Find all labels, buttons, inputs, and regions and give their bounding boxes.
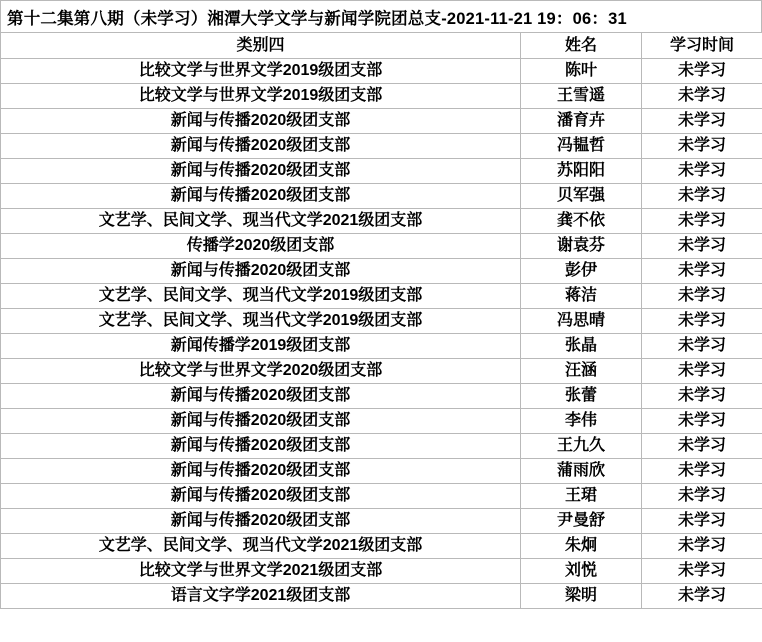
cell-study-time: 未学习 xyxy=(642,159,762,184)
cell-category: 新闻与传播2020级团支部 xyxy=(1,434,521,459)
cell-category: 新闻与传播2020级团支部 xyxy=(1,509,521,534)
cell-category: 比较文学与世界文学2019级团支部 xyxy=(1,84,521,109)
cell-category: 新闻与传播2020级团支部 xyxy=(1,184,521,209)
cell-study-time: 未学习 xyxy=(642,484,762,509)
cell-category: 新闻传播学2019级团支部 xyxy=(1,334,521,359)
cell-name: 潘育卉 xyxy=(521,109,642,134)
cell-study-time: 未学习 xyxy=(642,259,762,284)
table-row xyxy=(1,384,762,409)
cell-name: 龚不依 xyxy=(521,209,642,234)
cell-study-time: 未学习 xyxy=(642,534,762,559)
cell-study-time: 未学习 xyxy=(642,234,762,259)
cell-study-time: 未学习 xyxy=(642,559,762,584)
cell-name: 彭伊 xyxy=(521,259,642,284)
cell-name: 陈叶 xyxy=(521,59,642,84)
cell-name: 李伟 xyxy=(521,409,642,434)
cell-category: 比较文学与世界文学2021级团支部 xyxy=(1,559,521,584)
study-status-table xyxy=(0,32,762,609)
table-row xyxy=(1,159,762,184)
table-row xyxy=(1,434,762,459)
document-title-bar xyxy=(0,0,762,32)
table-header xyxy=(1,33,762,59)
cell-category: 新闻与传播2020级团支部 xyxy=(1,384,521,409)
table-row xyxy=(1,209,762,234)
cell-name: 张晶 xyxy=(521,334,642,359)
table-row xyxy=(1,234,762,259)
cell-category: 新闻与传播2020级团支部 xyxy=(1,409,521,434)
table-row xyxy=(1,484,762,509)
cell-name: 王珺 xyxy=(521,484,642,509)
table-row xyxy=(1,59,762,84)
cell-study-time: 未学习 xyxy=(642,134,762,159)
cell-study-time: 未学习 xyxy=(642,209,762,234)
table-row xyxy=(1,184,762,209)
table-row xyxy=(1,84,762,109)
cell-name: 冯韫哲 xyxy=(521,134,642,159)
cell-category: 文艺学、民间文学、现当代文学2021级团支部 xyxy=(1,534,521,559)
cell-study-time: 未学习 xyxy=(642,109,762,134)
cell-name: 朱炯 xyxy=(521,534,642,559)
cell-name: 梁明 xyxy=(521,584,642,609)
cell-study-time: 未学习 xyxy=(642,409,762,434)
table-row xyxy=(1,259,762,284)
table-row xyxy=(1,359,762,384)
cell-name: 张蕾 xyxy=(521,384,642,409)
table-row xyxy=(1,534,762,559)
cell-name: 苏阳阳 xyxy=(521,159,642,184)
cell-name: 王九久 xyxy=(521,434,642,459)
cell-category: 新闻与传播2020级团支部 xyxy=(1,109,521,134)
table-row xyxy=(1,584,762,609)
cell-name: 蒲雨欣 xyxy=(521,459,642,484)
cell-study-time: 未学习 xyxy=(642,434,762,459)
table-row xyxy=(1,459,762,484)
cell-name: 贝军强 xyxy=(521,184,642,209)
table-row xyxy=(1,284,762,309)
column-header-name: 姓名 xyxy=(521,33,642,59)
page-title: 第十二集第八期（未学习）湘潭大学文学与新闻学院团总支-2021-11-21 19：06：31 xyxy=(7,9,627,28)
column-header-study-time: 学习时间 xyxy=(642,33,762,59)
cell-name: 谢袁芬 xyxy=(521,234,642,259)
cell-study-time: 未学习 xyxy=(642,184,762,209)
cell-category: 新闻与传播2020级团支部 xyxy=(1,484,521,509)
cell-category: 新闻与传播2020级团支部 xyxy=(1,259,521,284)
cell-study-time: 未学习 xyxy=(642,334,762,359)
cell-category: 比较文学与世界文学2020级团支部 xyxy=(1,359,521,384)
cell-study-time: 未学习 xyxy=(642,584,762,609)
cell-name: 汪涵 xyxy=(521,359,642,384)
table-row xyxy=(1,409,762,434)
cell-name: 尹曼舒 xyxy=(521,509,642,534)
cell-study-time: 未学习 xyxy=(642,284,762,309)
cell-category: 文艺学、民间文学、现当代文学2019级团支部 xyxy=(1,284,521,309)
table-row xyxy=(1,109,762,134)
table-row xyxy=(1,334,762,359)
table-row xyxy=(1,559,762,584)
cell-category: 文艺学、民间文学、现当代文学2021级团支部 xyxy=(1,209,521,234)
table-row xyxy=(1,309,762,334)
cell-study-time: 未学习 xyxy=(642,59,762,84)
cell-study-time: 未学习 xyxy=(642,509,762,534)
cell-name: 冯思晴 xyxy=(521,309,642,334)
cell-study-time: 未学习 xyxy=(642,359,762,384)
table-row xyxy=(1,134,762,159)
table-body xyxy=(1,59,762,609)
cell-category: 新闻与传播2020级团支部 xyxy=(1,459,521,484)
cell-study-time: 未学习 xyxy=(642,84,762,109)
cell-category: 新闻与传播2020级团支部 xyxy=(1,134,521,159)
cell-study-time: 未学习 xyxy=(642,384,762,409)
cell-category: 文艺学、民间文学、现当代文学2019级团支部 xyxy=(1,309,521,334)
cell-name: 刘悦 xyxy=(521,559,642,584)
cell-category: 传播学2020级团支部 xyxy=(1,234,521,259)
cell-category: 新闻与传播2020级团支部 xyxy=(1,159,521,184)
cell-category: 语言文字学2021级团支部 xyxy=(1,584,521,609)
cell-name: 蒋洁 xyxy=(521,284,642,309)
table-row xyxy=(1,509,762,534)
cell-name: 王雪遥 xyxy=(521,84,642,109)
column-header-category: 类别四 xyxy=(1,33,521,59)
table-header-row xyxy=(1,33,762,59)
cell-study-time: 未学习 xyxy=(642,309,762,334)
cell-category: 比较文学与世界文学2019级团支部 xyxy=(1,59,521,84)
cell-study-time: 未学习 xyxy=(642,459,762,484)
